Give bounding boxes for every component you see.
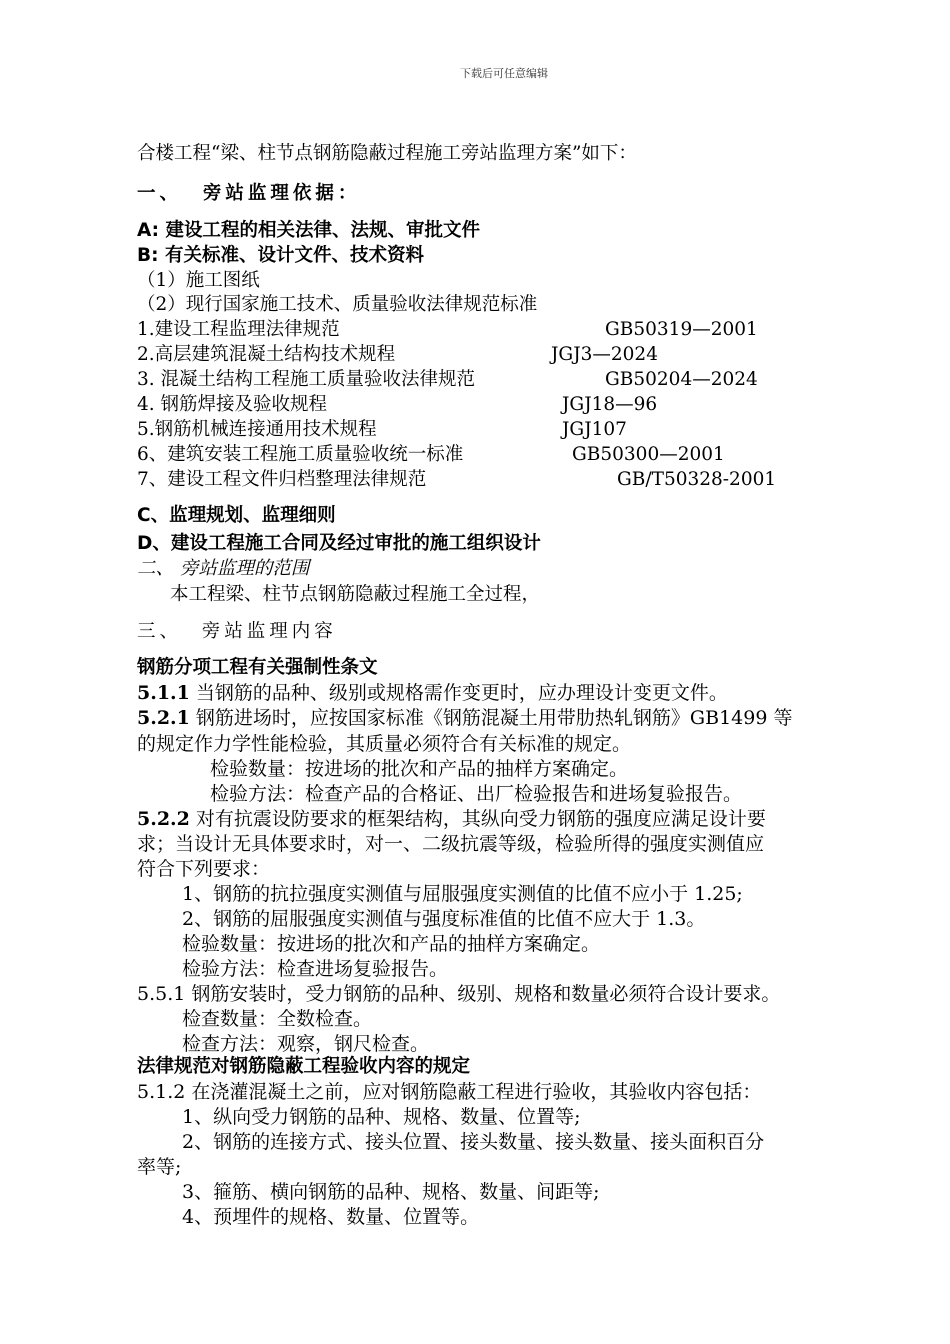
clause-number: 5.2.2 <box>137 808 190 830</box>
basis-b: B: 有关标准、设计文件、技术资料 <box>137 245 424 266</box>
standard-code: GB50300—2001 <box>572 444 725 465</box>
standard-code: JGJ107 <box>562 419 627 440</box>
acceptance-item: 1、纵向受力钢筋的品种、规格、数量、位置等; <box>182 1106 581 1128</box>
clause-5-5-1: 5.5.1 钢筋安装时，受力钢筋的品种、级别、规格和数量必须符合设计要求。 <box>137 983 781 1005</box>
inspection-method: 检查方法：观察，钢尺检查。 <box>182 1033 430 1055</box>
clause-text: 的规定作力学性能检验，其质量必须符合有关标准的规定。 <box>137 733 632 755</box>
clause-5-1-1 <box>137 684 728 703</box>
subheading-acceptance: 法律规范对钢筋隐蔽工程验收内容的规定 <box>137 1056 471 1077</box>
standard-name: 7、建设工程文件归档整理法律规范 <box>137 469 427 490</box>
clause-text: 当钢筋的品种、级别或规格需作变更时，应办理设计变更文件。 <box>189 682 728 704</box>
acceptance-item: 3、箍筋、横向钢筋的品种、规格、数量、间距等; <box>182 1181 600 1203</box>
standard-name: 3. 混凝土结构工程施工质量验收法律规范 <box>137 369 476 390</box>
clause-text: 符合下列要求： <box>137 858 271 880</box>
standard-code: GB/T50328-2001 <box>617 469 777 490</box>
acceptance-item: 4、预埋件的规格、数量、位置等。 <box>182 1206 480 1228</box>
basis-c: C、监理规划、监理细则 <box>137 505 336 526</box>
standard-name: 6、建筑安装工程施工质量验收统一标准 <box>137 444 464 465</box>
inspection-method: 检验方法：检查进场复验报告。 <box>182 958 449 980</box>
basis-b1: （1）施工图纸 <box>137 270 260 291</box>
standard-code: GB50204—2024 <box>605 369 758 390</box>
clause-text: 钢筋进场时，应按国家标准《钢筋混凝土用带肋热轧钢筋》GB1499 等 <box>189 707 793 729</box>
section-1-heading: 一、 旁站监理依据： <box>137 183 361 204</box>
clause-text: 对有抗震设防要求的框架结构，其纵向受力钢筋的强度应满足设计要 <box>189 808 766 830</box>
clause-text: 求；当设计无具体要求时，对一、二级抗震等级，检验所得的强度实测值应 <box>137 833 765 855</box>
section-2-heading: 二、 旁站监理的范围 <box>137 558 310 579</box>
standard-name: 1.建设工程监理法律规范 <box>137 319 340 340</box>
section-2-text: 本工程梁、柱节点钢筋隐蔽过程施工全过程， <box>170 584 541 605</box>
inspection-quantity: 检验数量：按进场的批次和产品的抽样方案确定。 <box>210 758 629 780</box>
inspection-quantity: 检查数量：全数检查。 <box>182 1008 373 1030</box>
standard-name: 5.钢筋机械连接通用技术规程 <box>137 419 377 440</box>
clause-number: 5.2.1 <box>137 707 190 729</box>
requirement-item: 1、钢筋的抗拉强度实测值与屈服强度实测值的比值不应小于 1.25; <box>182 883 743 905</box>
standard-code: JGJ3—2024 <box>551 344 658 365</box>
basis-a: A: 建设工程的相关法律、法规、审批文件 <box>137 220 481 241</box>
requirement-item: 2、钢筋的屈服强度实测值与强度标准值的比值不应大于 1.3。 <box>182 908 706 930</box>
standard-name: 2.高层建筑混凝土结构技术规程 <box>137 344 396 365</box>
clause-5-2-1 <box>137 709 792 728</box>
clause-number: 5.1.1 <box>137 682 190 704</box>
header-watermark: 下载后可任意编辑 <box>460 67 548 80</box>
clause-5-1-2: 5.1.2 在浇灌混凝土之前，应对钢筋隐蔽工程进行验收，其验收内容包括： <box>137 1081 762 1103</box>
section-3-heading: 三、 旁站监理内容 <box>137 621 337 642</box>
acceptance-item: 2、钢筋的连接方式、接头位置、接头数量、接头数量、接头面积百分 <box>182 1131 765 1153</box>
standard-code: JGJ18—96 <box>562 394 658 415</box>
standard-code: GB50319—2001 <box>605 319 758 340</box>
clause-5-2-2 <box>137 810 766 829</box>
intro-line: 合楼工程“梁、柱节点钢筋隐蔽过程施工旁站监理方案”如下： <box>137 143 637 164</box>
inspection-quantity: 检验数量：按进场的批次和产品的抽样方案确定。 <box>182 933 601 955</box>
standard-name: 4. 钢筋焊接及验收规程 <box>137 394 328 415</box>
acceptance-item-cont: 率等; <box>137 1156 182 1178</box>
basis-d: D、建设工程施工合同及经过审批的施工组织设计 <box>137 533 541 554</box>
inspection-method: 检验方法：检查产品的合格证、出厂检验报告和进场复验报告。 <box>210 783 743 805</box>
subheading-mandatory: 钢筋分项工程有关强制性条文 <box>137 657 378 678</box>
basis-b2: （2）现行国家施工技术、质量验收法律规范标准 <box>137 294 538 315</box>
